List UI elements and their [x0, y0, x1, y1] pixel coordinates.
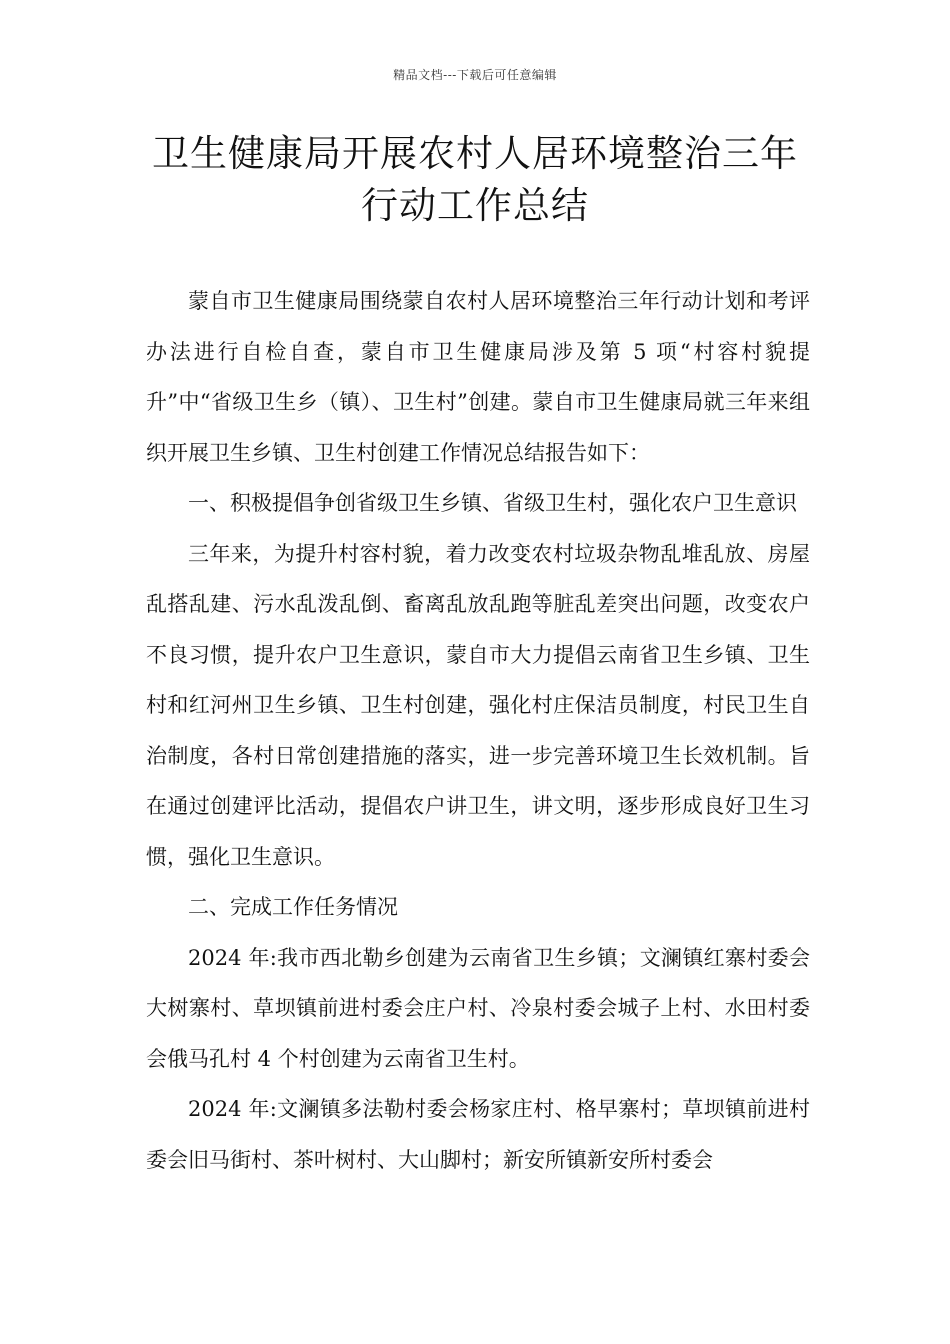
section-heading-1: 一、积极提倡争创省级卫生乡镇、省级卫生村，强化农户卫生意识 — [188, 491, 797, 515]
paragraph-year-1: 2024 年:我市西北勒乡创建为云南省卫生乡镇；文澜镇红寨村委会大树寨村、草坝镇前进村委会庄户村、冷泉村委会城子上村、水田村委会俄马孔村 4 个村创建为云南省卫生村。 — [146, 945, 810, 1071]
document-title — [100, 128, 850, 232]
paragraph-year-2: 2024 年:文澜镇多法勒村委会杨家庄村、格早寨村；草坝镇前进村委会旧马街村、茶叶树村、大山脚村；新安所镇新安所村委会 — [146, 1097, 810, 1172]
document-body — [146, 276, 810, 1185]
paragraph-section-1: 三年来，为提升村容村貌，着力改变农村垃圾杂物乱堆乱放、房屋乱搭乱建、污水乱泼乱倒、畜离乱放乱跑等脏乱差突出问题，改变农户不良习惯，提升农户卫生意识，蒙自市大力提倡云南省卫生乡镇、卫生村和红河州卫生乡镇、卫生村创建，强化村庄保洁员制度，村民卫生自治制度，各村日常创建措施的落实，进一步完善环境卫生长效机制。旨在通过创建评比活动，提倡农户讲卫生，讲文明，逐步形成良好卫生习惯，强化卫生意识。 — [146, 541, 810, 869]
title-line-2: 行动工作总结 — [361, 184, 589, 227]
header-note: 精品文档---下载后可任意编辑 — [393, 68, 557, 82]
paragraph-intro: 蒙自市卫生健康局围绕蒙自农村人居环境整治三年行动计划和考评办法进行自检自查，蒙自市卫生健康局涉及第 5 项“村容村貌提升”中“省级卫生乡（镇）、卫生村”创建。蒙自市卫生健康局就三年来组织开展卫生乡镇、卫生村创建工作情况总结报告如下： — [146, 289, 810, 465]
section-heading-2: 二、完成工作任务情况 — [188, 895, 398, 919]
title-line-1: 卫生健康局开展农村人居环境整治三年 — [152, 132, 798, 175]
